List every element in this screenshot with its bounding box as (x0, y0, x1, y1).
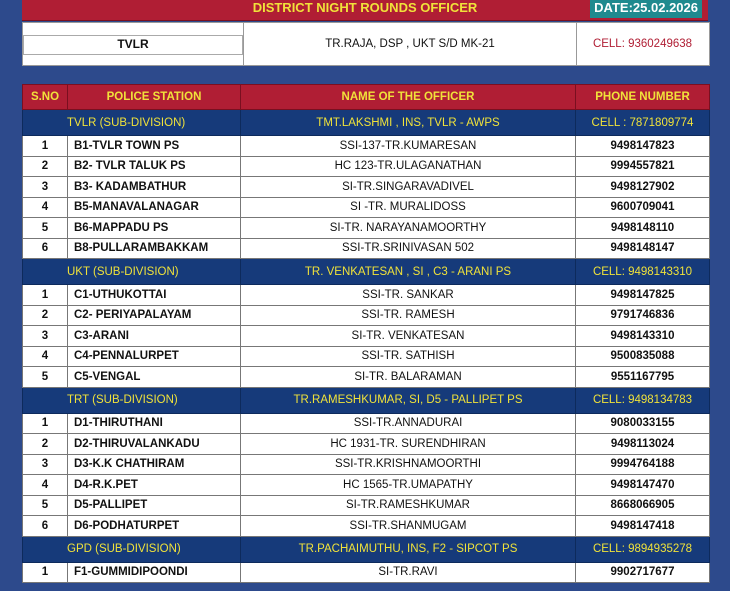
serial-number: 1 (23, 562, 68, 583)
serial-number: 6 (23, 238, 68, 259)
phone-number: 9600709041 (576, 197, 710, 218)
police-station: F1-GUMMIDIPOONDI (68, 562, 241, 583)
police-station: C2- PERIYAPALAYAM (68, 305, 241, 326)
officer-name: SI-TR.RAVI (241, 562, 576, 583)
serial-number: 5 (23, 218, 68, 239)
table-row (23, 562, 710, 583)
duty-officer-panel (22, 22, 710, 66)
officer-name: SSI-TR.ANNADURAI (241, 413, 576, 434)
table-row (23, 367, 710, 388)
duty-officer-cell: CELL: 9360249638 (592, 38, 693, 50)
police-station: B2- TVLR TALUK PS (68, 156, 241, 177)
serial-number: 2 (23, 434, 68, 455)
table-row (23, 136, 710, 157)
phone-number: 9500835088 (576, 346, 710, 367)
subdivision-cell: CELL: 9498134783 (576, 387, 710, 413)
table-row (23, 285, 710, 306)
phone-number: 9994557821 (576, 156, 710, 177)
officer-name: SI-TR.RAMESHKUMAR (241, 495, 576, 516)
table-row (23, 346, 710, 367)
police-station: B8-PULLARAMBAKKAM (68, 238, 241, 259)
night-rounds-table (22, 84, 710, 583)
serial-number: 3 (23, 177, 68, 198)
officer-name: SSI-137-TR.KUMARESAN (241, 136, 576, 157)
subdivision-officer: TR. VENKATESAN , SI , C3 - ARANI PS (241, 259, 576, 285)
table-row (23, 475, 710, 496)
officer-name: HC 1931-TR. SURENDHIRAN (241, 434, 576, 455)
subdivision-row (23, 110, 710, 136)
table-row (23, 495, 710, 516)
table-row (23, 238, 710, 259)
police-station: D4-R.K.PET (68, 475, 241, 496)
serial-number: 5 (23, 367, 68, 388)
serial-number: 5 (23, 495, 68, 516)
phone-number: 9498147825 (576, 285, 710, 306)
police-station: B6-MAPPADU PS (68, 218, 241, 239)
officer-name: SI-TR. VENKATESAN (241, 326, 576, 347)
subdivision-name: UKT (SUB-DIVISION) (23, 259, 241, 285)
phone-number: 9551167795 (576, 367, 710, 388)
police-station: B1-TVLR TOWN PS (68, 136, 241, 157)
column-header-station: POLICE STATION (68, 85, 241, 110)
phone-number: 9498148110 (576, 218, 710, 239)
police-station: C1-UTHUKOTTAI (68, 285, 241, 306)
police-station: D1-THIRUTHANI (68, 413, 241, 434)
officer-name: SI-TR.SINGARAVADIVEL (241, 177, 576, 198)
officer-name: SI -TR. MURALIDOSS (241, 197, 576, 218)
subdivision-officer: TR.RAMESHKUMAR, SI, D5 - PALLIPET PS (241, 387, 576, 413)
serial-number: 1 (23, 136, 68, 157)
table-row (23, 326, 710, 347)
officer-name: SSI-TR.SHANMUGAM (241, 516, 576, 537)
title-bar (22, 0, 708, 21)
table-row (23, 305, 710, 326)
table-row (23, 218, 710, 239)
police-station: B3- KADAMBATHUR (68, 177, 241, 198)
officer-name: SI-TR. NARAYANAMOORTHY (241, 218, 576, 239)
phone-number: 9902717677 (576, 562, 710, 583)
table-header-row (23, 85, 710, 110)
table-row (23, 177, 710, 198)
subdivision-cell: CELL: 9498143310 (576, 259, 710, 285)
police-station: D6-PODHATURPET (68, 516, 241, 537)
date-badge: DATE:25.02.2026 (590, 0, 702, 18)
table-row (23, 516, 710, 537)
serial-number: 1 (23, 413, 68, 434)
police-station: C3-ARANI (68, 326, 241, 347)
subdivision-row (23, 259, 710, 285)
phone-number: 9498147470 (576, 475, 710, 496)
officer-name: SSI-TR. SATHISH (241, 346, 576, 367)
serial-number: 1 (23, 285, 68, 306)
subdivision-row (23, 536, 710, 562)
officer-name: SSI-TR. RAMESH (241, 305, 576, 326)
subdivision-name: GPD (SUB-DIVISION) (23, 536, 241, 562)
police-station: B5-MANAVALANAGAR (68, 197, 241, 218)
phone-number: 9498148147 (576, 238, 710, 259)
officer-name: SSI-TR.SRINIVASAN 502 (241, 238, 576, 259)
table-row (23, 156, 710, 177)
table-row (23, 454, 710, 475)
officer-name: SI-TR. BALARAMAN (241, 367, 576, 388)
serial-number: 2 (23, 156, 68, 177)
serial-number: 4 (23, 197, 68, 218)
column-header-phone: PHONE NUMBER (576, 85, 710, 110)
police-station: D2-THIRUVALANKADU (68, 434, 241, 455)
table-row (23, 413, 710, 434)
subdivision-row (23, 387, 710, 413)
police-station: C5-VENGAL (68, 367, 241, 388)
district-label: TVLR (117, 37, 149, 51)
subdivision-name: TVLR (SUB-DIVISION) (23, 110, 241, 136)
officer-name: SSI-TR. SANKAR (241, 285, 576, 306)
serial-number: 6 (23, 516, 68, 537)
table-row (23, 434, 710, 455)
officer-name: HC 1565-TR.UMAPATHY (241, 475, 576, 496)
table-body (23, 85, 710, 583)
phone-number: 9498147418 (576, 516, 710, 537)
police-station: D3-K.K CHATHIRAM (68, 454, 241, 475)
serial-number: 3 (23, 454, 68, 475)
column-header-sno: S.NO (23, 85, 68, 110)
phone-number: 9498143310 (576, 326, 710, 347)
duty-officer-name: TR.RAJA, DSP , UKT S/D MK-21 (243, 23, 577, 65)
serial-number: 3 (23, 326, 68, 347)
subdivision-cell: CELL : 7871809774 (576, 110, 710, 136)
phone-number: 9080033155 (576, 413, 710, 434)
subdivision-officer: TR.PACHAIMUTHU, INS, F2 - SIPCOT PS (241, 536, 576, 562)
subdivision-officer: TMT.LAKSHMI , INS, TVLR - AWPS (241, 110, 576, 136)
phone-number: 9791746836 (576, 305, 710, 326)
subdivision-name: TRT (SUB-DIVISION) (23, 387, 241, 413)
phone-number: 9498127902 (576, 177, 710, 198)
police-station: C4-PENNALURPET (68, 346, 241, 367)
phone-number: 8668066905 (576, 495, 710, 516)
serial-number: 4 (23, 346, 68, 367)
subdivision-cell: CELL: 9894935278 (576, 536, 710, 562)
table-row (23, 197, 710, 218)
column-header-officer: NAME OF THE OFFICER (241, 85, 576, 110)
phone-number: 9498147823 (576, 136, 710, 157)
serial-number: 2 (23, 305, 68, 326)
officer-name: SSI-TR.KRISHNAMOORTHI (241, 454, 576, 475)
officer-name: HC 123-TR.ULAGANATHAN (241, 156, 576, 177)
phone-number: 9994764188 (576, 454, 710, 475)
police-station: D5-PALLIPET (68, 495, 241, 516)
page-title: DISTRICT NIGHT ROUNDS OFFICER (252, 0, 478, 15)
serial-number: 4 (23, 475, 68, 496)
phone-number: 9498113024 (576, 434, 710, 455)
